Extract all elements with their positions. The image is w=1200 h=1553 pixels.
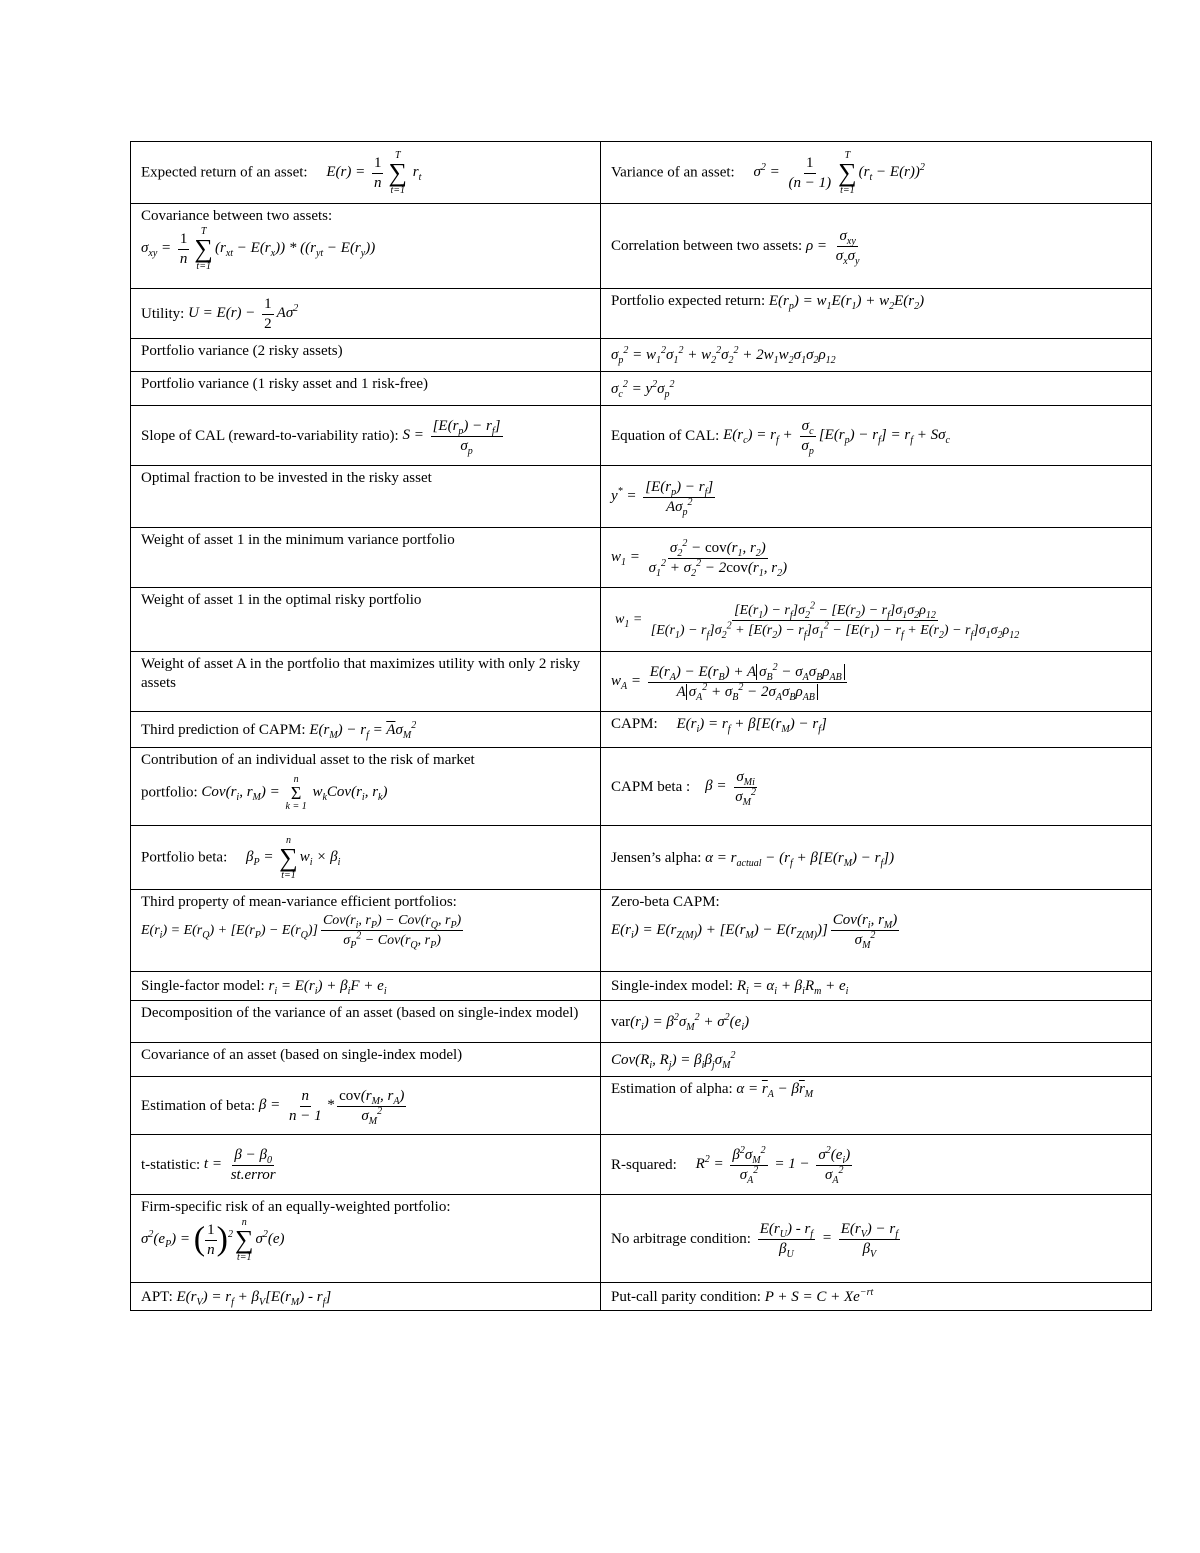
formula-capm: $E(r_i) = r_f + \beta[E(r_M) - r_f]$ bbox=[676, 716, 827, 735]
cell-portfolio-variance-2 bbox=[131, 339, 601, 372]
formula-max-utility-weight: $w_A$ = $\frac{E(r_A) - E(r_B) + A \sigma_B^2 - \sigma_A\sigma_B\rho_{AB}}{A \sigma_A^2 + \sigma_B^2 - 2\sigma_A\sigma_B\rho_{AB}}$ bbox=[611, 673, 850, 689]
formula-correlation: ρ = $\frac{\sigma_{xy}}{\sigma_x\sigma_y}$ bbox=[805, 228, 860, 267]
label-portfolio-beta: Portfolio beta: bbox=[141, 849, 228, 866]
label-variance: Variance of an asset: bbox=[611, 164, 735, 181]
label-covariance: Covariance between two assets: bbox=[141, 208, 333, 224]
table-row bbox=[131, 528, 1152, 588]
formula-contribution-market-risk: $Cov(r_i$, $r_M$) = n Σ k = 1 $w_kCov(r_i$, $r_k$) bbox=[201, 774, 388, 812]
table-row bbox=[131, 748, 1152, 826]
cell-optimal-risky-weight bbox=[131, 588, 601, 652]
label-contribution-portfolio: portfolio: bbox=[141, 784, 198, 801]
formula-alpha-estimation: $\alpha = \overline{r}_A - \beta\overline{r}_M$ bbox=[736, 1081, 814, 1100]
label-no-arbitrage: No arbitrage condition: bbox=[611, 1230, 751, 1247]
cell-correlation bbox=[601, 204, 1152, 289]
label-capm-beta: CAPM beta : bbox=[611, 778, 691, 795]
label-slope-cal: Slope of CAL (reward-to-variability ratio): bbox=[141, 427, 399, 444]
label-min-variance-weight: Weight of asset 1 in the minimum variance portfolio bbox=[141, 532, 455, 548]
cell-put-call-parity bbox=[601, 1283, 1152, 1311]
formula-optimal-risky-weight: $w_1$ = $[E(r_1) - r_f]\sigma_2^2 - [E(r_2) - r_f]\sigma_1\sigma_2\rho_{12}$ $[E(r_1) - r_f]\sigma_2^2 + [E(r_2) - r_f]\sigma_1^2 - [E(r_1) - r_f + E(r_2) - r_f]\sigma_1\sigma_2\rho_{12}$ bbox=[615, 599, 1020, 641]
label-capm: CAPM: bbox=[611, 716, 658, 732]
formula-third-prediction-capm: $E(r_M) - r_f = \overline{A}\sigma_M^2$ bbox=[309, 719, 417, 741]
formula-beta-estimation: β = $\frac{n}{n - 1}$ * $\frac{cov(r_M, r_A)}{\sigma_M^2}$ bbox=[258, 1087, 405, 1127]
table-row bbox=[131, 1043, 1152, 1077]
cell-min-variance-weight-formula bbox=[601, 528, 1152, 588]
cell-capm bbox=[601, 712, 1152, 748]
formula-covariance: $\sigma_{xy}$ = $\frac{1}{n}$ T ∑ t=1 $(r_{xt} - E(r_x)) * ((r_{yt} - E(r_y))$ bbox=[141, 226, 376, 272]
cell-single-index bbox=[601, 972, 1152, 1001]
label-third-prediction-capm: Third prediction of CAPM: bbox=[141, 721, 306, 738]
table-row bbox=[131, 339, 1152, 372]
formula-portfolio-beta: $\beta_P$ = n ∑ t=1 $w_i \times \beta_i$ bbox=[246, 835, 341, 881]
cell-covariance bbox=[131, 204, 601, 289]
formula-optimal-fraction: y* = $\frac{[E(r_p) - r_f]}{A\sigma_p^2}$ bbox=[611, 478, 714, 518]
table-row bbox=[131, 204, 1152, 289]
table-row bbox=[131, 372, 1152, 406]
cell-max-utility-weight bbox=[131, 652, 601, 712]
cell-optimal-risky-weight-formula bbox=[601, 588, 1152, 652]
cell-beta-estimation bbox=[131, 1077, 601, 1135]
cell-jensens-alpha bbox=[601, 826, 1152, 890]
formula-utility: U = E(r) − $\frac{1}{2}$ $A\sigma^2$ bbox=[188, 295, 299, 332]
cell-apt bbox=[131, 1283, 601, 1311]
formula-third-property: $E(r_i) = E(r_Q) + [E(r_P) - E(r_Q)]$ $\frac{Cov(r_i, r_P) - Cov(r_Q, r_P)}{\sigma_P^2 - Cov(r_Q, r_P)}$ bbox=[141, 913, 462, 951]
cell-firm-specific-risk bbox=[131, 1195, 601, 1283]
label-variance-decomposition: Decomposition of the variance of an asset (based on single-index model) bbox=[141, 1005, 579, 1021]
label-single-index-covariance: Covariance of an asset (based on single-index model) bbox=[141, 1047, 463, 1063]
table-row bbox=[131, 1195, 1152, 1283]
formula-sheet-table bbox=[130, 141, 1152, 1311]
cell-optimal-fraction bbox=[131, 466, 601, 528]
label-portfolio-variance-1: Portfolio variance (1 risky asset and 1 risk-free) bbox=[141, 376, 428, 392]
label-beta-estimation: Estimation of beta: bbox=[141, 1097, 256, 1114]
label-optimal-fraction: Optimal fraction to be invested in the risky asset bbox=[141, 470, 432, 486]
cell-t-statistic bbox=[131, 1135, 601, 1195]
label-optimal-risky-weight: Weight of asset 1 in the optimal risky portfolio bbox=[141, 592, 422, 608]
label-apt: APT: bbox=[141, 1288, 173, 1305]
table-row bbox=[131, 890, 1152, 972]
label-portfolio-return: Portfolio expected return: bbox=[611, 293, 766, 309]
formula-variance-decomposition: $var(r_i) = \beta^2\sigma_M^2 + \sigma^2(e_i)$ bbox=[611, 1011, 750, 1033]
cell-utility bbox=[131, 289, 601, 339]
table-row bbox=[131, 652, 1152, 712]
label-single-factor: Single-factor model: bbox=[141, 978, 265, 994]
formula-apt: $E(r_V) = r_f + \beta_V[E(r_M) - r_f]$ bbox=[176, 1288, 332, 1308]
label-contribution-market-risk: Contribution of an individual asset to the risk of market bbox=[141, 752, 475, 768]
label-equation-cal: Equation of CAL: bbox=[611, 427, 720, 444]
cell-single-index-covariance bbox=[131, 1043, 601, 1077]
label-expected-return: Expected return of an asset: bbox=[141, 164, 308, 181]
label-put-call-parity: Put-call parity condition: bbox=[611, 1288, 761, 1305]
formula-put-call-parity: $P + S = C + Xe^{-rt}$ bbox=[764, 1286, 874, 1305]
formula-single-index-covariance: $Cov(R_i$, $R_j) = \beta_i\beta_j\sigma_M^2$ bbox=[611, 1049, 736, 1071]
cell-third-prediction-capm bbox=[131, 712, 601, 748]
label-max-utility-weight: Weight of asset A in the portfolio that maximizes utility with only 2 risky assets bbox=[141, 656, 581, 691]
formula-r-squared: $R^2$ = $\frac{\beta^2\sigma_M^2}{\sigma_A^2}$ = 1 − $\frac{\sigma^2(e_i)}{\sigma_A^2}$ bbox=[695, 1144, 851, 1186]
cell-third-property bbox=[131, 890, 601, 972]
formula-portfolio-variance-2: $\sigma_p^2 = w_1^2\sigma_1^2 + w_2^2\sigma_2^2 + 2w_1w_2\sigma_1\sigma_2\rho_{12}$ bbox=[611, 345, 836, 366]
cell-portfolio-variance-2-formula bbox=[601, 339, 1152, 372]
cell-optimal-fraction-formula bbox=[601, 466, 1152, 528]
formula-jensens-alpha: $\alpha = r_{actual} - (r_f + \beta[E(r_M) - r_f])$ bbox=[705, 849, 895, 869]
cell-r-squared bbox=[601, 1135, 1152, 1195]
cell-capm-beta bbox=[601, 748, 1152, 826]
table-row bbox=[131, 588, 1152, 652]
table-row bbox=[131, 972, 1152, 1001]
table-row bbox=[131, 1135, 1152, 1195]
cell-single-index-covariance-formula bbox=[601, 1043, 1152, 1077]
table-row bbox=[131, 1077, 1152, 1135]
formula-expected-return: E(r) = $\frac{1}{n}$ T ∑ t=1 $r_t$ bbox=[326, 150, 422, 196]
cell-alpha-estimation bbox=[601, 1077, 1152, 1135]
formula-single-index: $R_i = \alpha_i + \beta_iR_m + e_i$ bbox=[736, 978, 849, 997]
cell-min-variance-weight bbox=[131, 528, 601, 588]
label-alpha-estimation: Estimation of alpha: bbox=[611, 1081, 733, 1097]
label-third-property: Third property of mean-variance efficient portfolios: bbox=[141, 894, 457, 910]
formula-single-factor: $r_i = E(r_i) + \beta_iF + e_i$ bbox=[268, 978, 387, 997]
table-row bbox=[131, 406, 1152, 466]
label-portfolio-variance-2: Portfolio variance (2 risky assets) bbox=[141, 343, 343, 359]
cell-no-arbitrage bbox=[601, 1195, 1152, 1283]
table-row bbox=[131, 289, 1152, 339]
formula-variance: $\sigma^2$ = $\frac{1}{(n - 1)}$ T ∑ t=1 $(r_t - E(r))^2$ bbox=[753, 150, 925, 196]
cell-variance bbox=[601, 142, 1152, 204]
formula-portfolio-return: $E(r_p) = w_1E(r_1) + w_2E(r_2)$ bbox=[768, 293, 925, 312]
label-t-statistic: t-statistic: bbox=[141, 1156, 201, 1173]
formula-zero-beta-capm: $E(r_i) = E(r_{Z(M)}) + [E(r_M) - E(r_{Z(M)})]$ $\frac{Cov(r_i, r_M)}{\sigma_M^2}$ bbox=[611, 912, 898, 951]
label-correlation: Correlation between two assets: bbox=[611, 237, 803, 254]
table-row bbox=[131, 826, 1152, 890]
label-zero-beta-capm: Zero-beta CAPM: bbox=[611, 894, 720, 910]
label-jensens-alpha: Jensen’s alpha: bbox=[611, 849, 702, 866]
cell-variance-decomposition-formula bbox=[601, 1001, 1152, 1043]
table-row bbox=[131, 1283, 1152, 1311]
cell-single-factor bbox=[131, 972, 601, 1001]
label-r-squared: R-squared: bbox=[611, 1156, 677, 1173]
formula-t-statistic: t = $\frac{\beta - \beta_0}{\text{st.error}}$ bbox=[203, 1146, 276, 1183]
cell-contribution-market-risk bbox=[131, 748, 601, 826]
formula-portfolio-variance-1: $\sigma_c^2 = y^2\sigma_p^2$ bbox=[611, 378, 675, 400]
label-single-index: Single-index model: bbox=[611, 978, 734, 994]
formula-no-arbitrage: $\frac{E(r_U) - r_f}{\beta_U}$ = $\frac{E(r_V) - r_f}{\beta_V}$ bbox=[759, 1220, 899, 1260]
formula-firm-specific-risk: $\sigma^2(e_P)$ = ( $\frac{1}{n}$ )$^2$ n ∑ t=1 $\sigma^2(e)$ bbox=[141, 1217, 285, 1263]
cell-max-utility-weight-formula bbox=[601, 652, 1152, 712]
cell-portfolio-variance-1 bbox=[131, 372, 601, 406]
cell-expected-return bbox=[131, 142, 601, 204]
formula-equation-cal: $E(r_c) = r_f$ + $\frac{\sigma_c}{\sigma_p}$ $[E(r_p) - r_f] = r_f + S\sigma_c$ bbox=[723, 417, 950, 457]
label-utility: Utility: bbox=[141, 305, 185, 322]
table-row bbox=[131, 1001, 1152, 1043]
table-row bbox=[131, 712, 1152, 748]
formula-capm-beta: β = $\frac{\sigma_{Mi}}{\sigma_M^2}$ bbox=[705, 768, 757, 808]
cell-portfolio-return bbox=[601, 289, 1152, 339]
cell-portfolio-variance-1-formula bbox=[601, 372, 1152, 406]
cell-equation-cal bbox=[601, 406, 1152, 466]
cell-portfolio-beta bbox=[131, 826, 601, 890]
formula-slope-cal: S = $\frac{[E(r_p) - r_f]}{\sigma_p}$ bbox=[402, 417, 501, 457]
cell-zero-beta-capm bbox=[601, 890, 1152, 972]
formula-min-variance-weight: $w_1$ = $\frac{\sigma_2^2 - cov(r_1, r_2)}{\sigma_1^2 + \sigma_2^2 - 2cov(r_1, r_2)}$ bbox=[611, 537, 788, 579]
cell-slope-cal bbox=[131, 406, 601, 466]
table-row bbox=[131, 466, 1152, 528]
label-firm-specific-risk: Firm-specific risk of an equally-weighted portfolio: bbox=[141, 1199, 451, 1215]
cell-variance-decomposition bbox=[131, 1001, 601, 1043]
table-row bbox=[131, 142, 1152, 204]
